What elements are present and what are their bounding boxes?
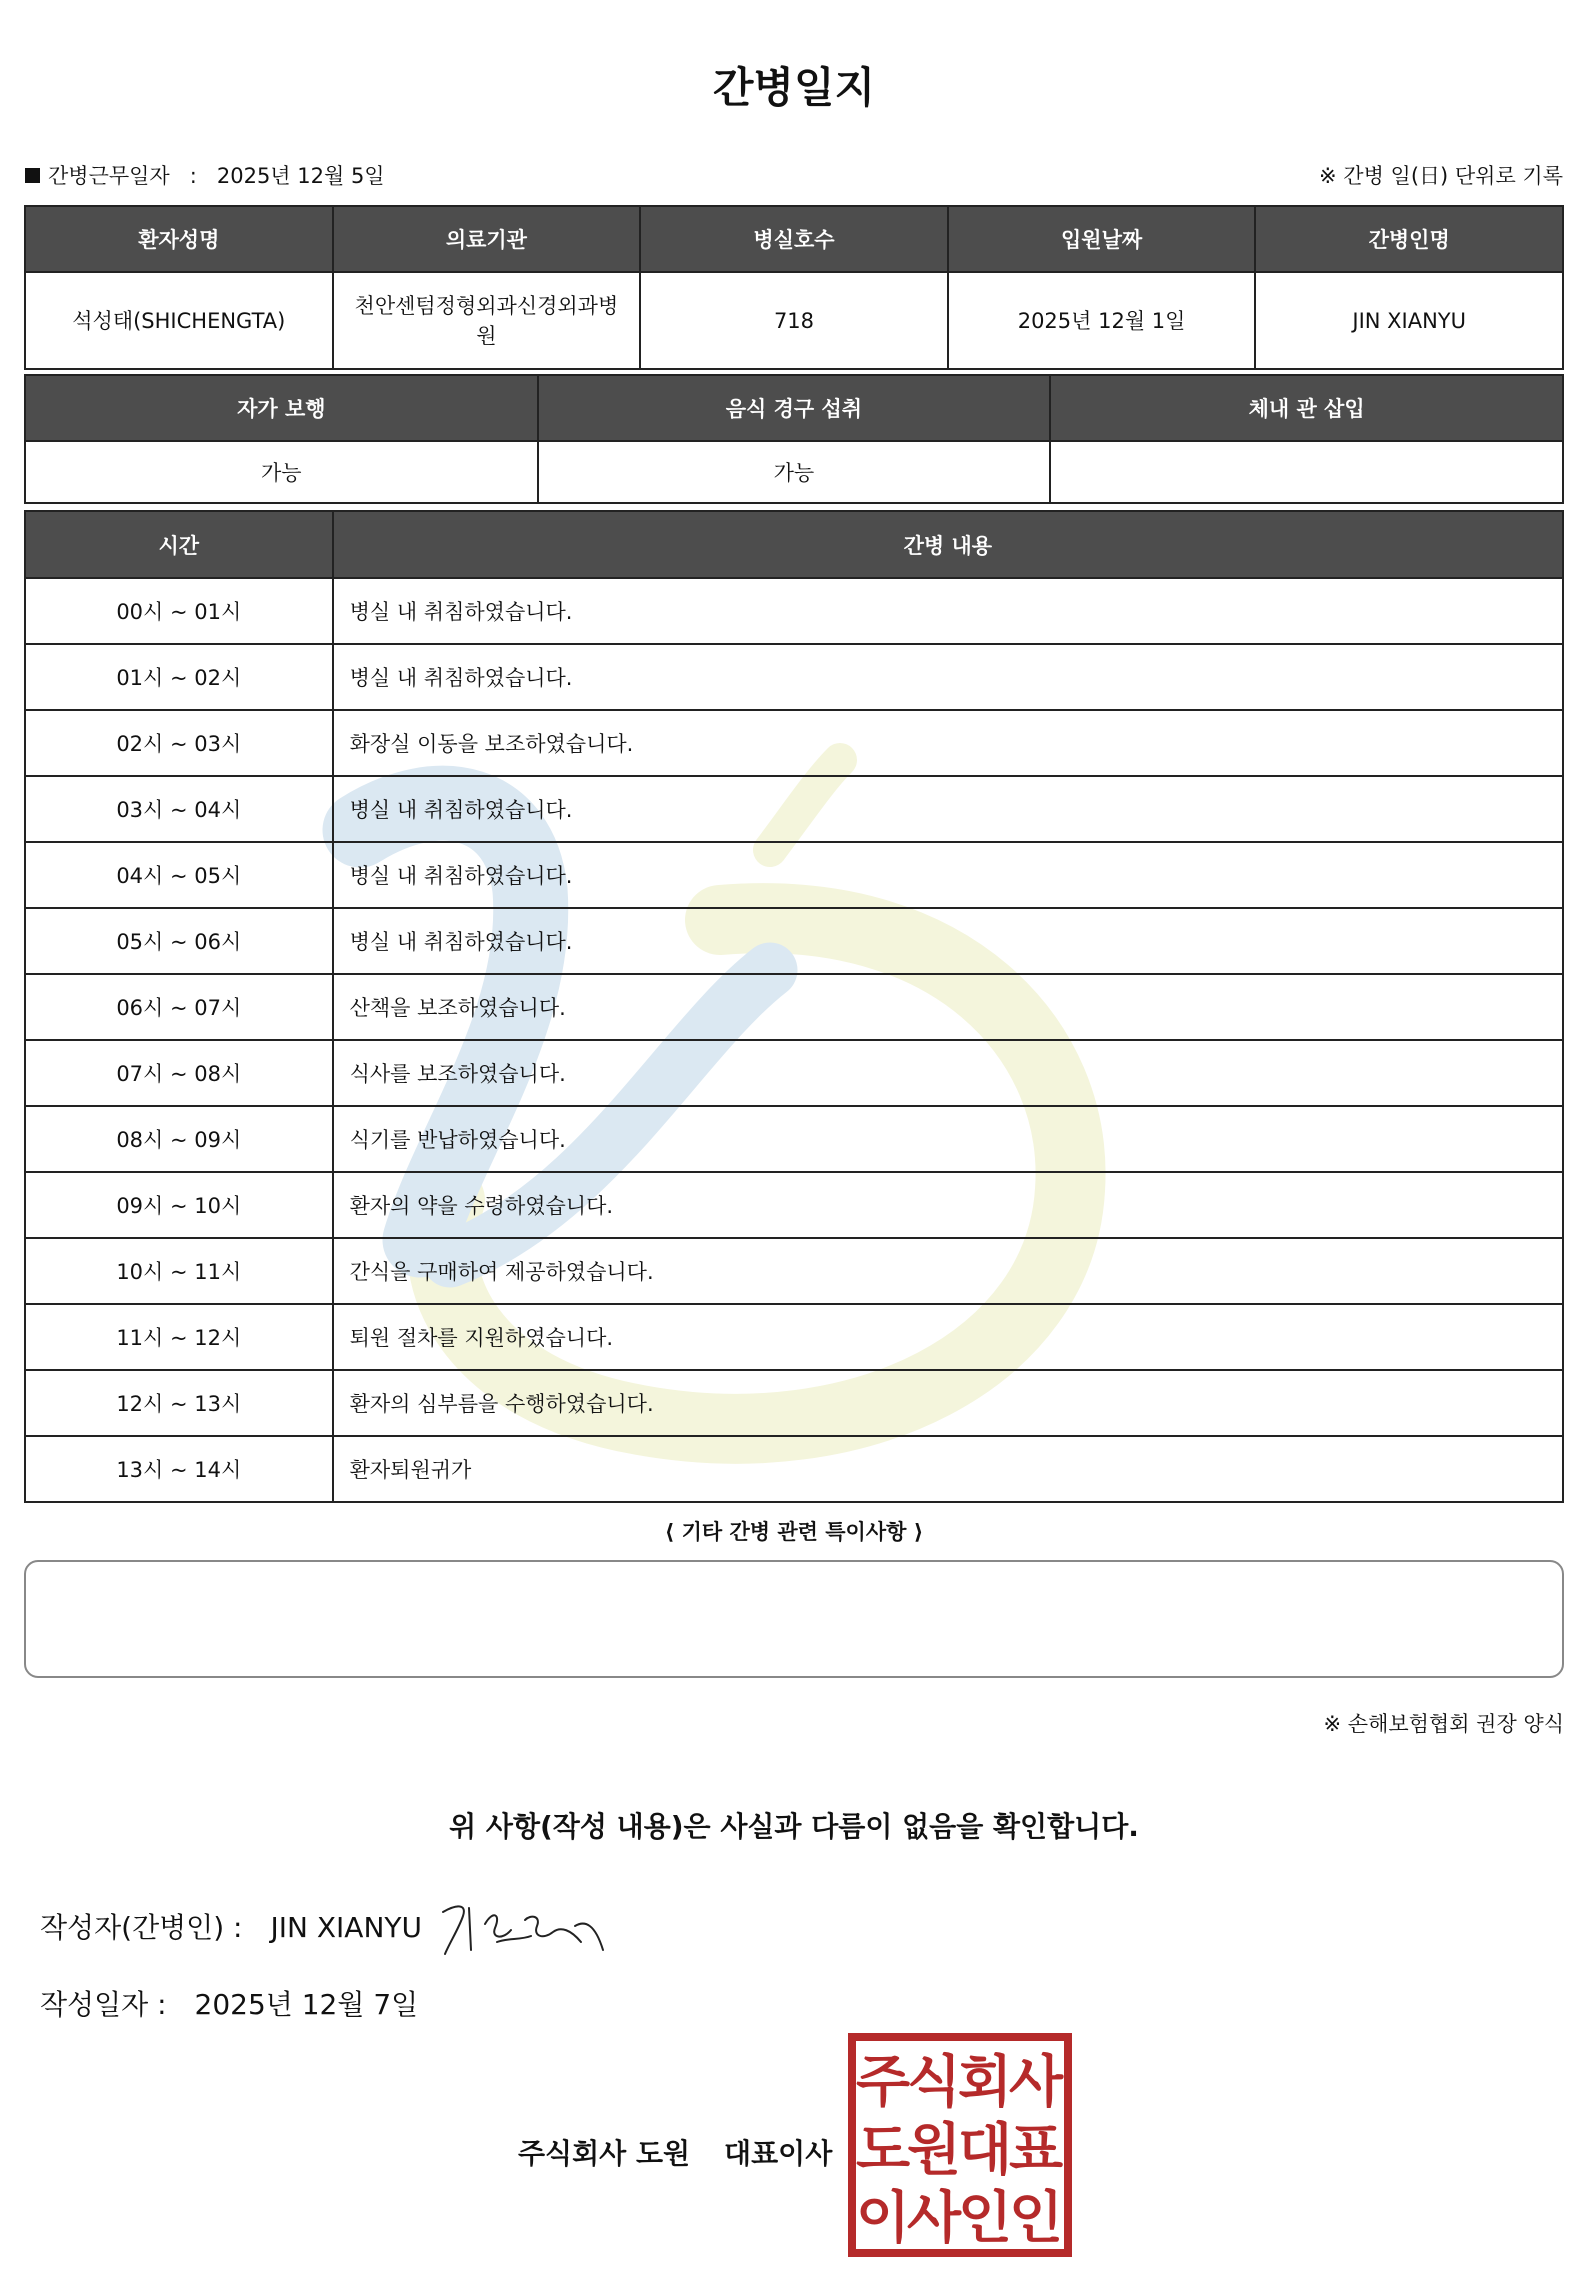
table-row <box>25 1370 1563 1436</box>
log-content: 식사를 보조하였습니다. <box>333 1040 1563 1106</box>
log-time: 05시 ~ 06시 <box>25 908 333 974</box>
header-time: 시간 <box>25 511 333 578</box>
handwritten-signature <box>435 1890 615 1970</box>
log-content: 식기를 반납하였습니다. <box>333 1106 1563 1172</box>
table-row <box>25 1238 1563 1304</box>
log-time: 04시 ~ 05시 <box>25 842 333 908</box>
log-time: 09시 ~ 10시 <box>25 1172 333 1238</box>
table-row <box>25 842 1563 908</box>
log-content: 병실 내 취침하였습니다. <box>333 842 1563 908</box>
stamp-glyph: 주 <box>855 2050 911 2115</box>
header-oral-intake: 음식 경구 섭취 <box>538 375 1051 441</box>
author-line <box>40 1906 422 1946</box>
square-bullet-icon <box>25 168 40 183</box>
tube-insertion-value <box>1050 441 1563 503</box>
log-time: 02시 ~ 03시 <box>25 710 333 776</box>
table-row <box>25 578 1563 644</box>
table-row <box>25 974 1563 1040</box>
room-number: 718 <box>640 272 948 369</box>
log-content: 병실 내 취침하였습니다. <box>333 578 1563 644</box>
log-time: 07시 ~ 08시 <box>25 1040 333 1106</box>
log-content: 화장실 이동을 보조하였습니다. <box>333 710 1563 776</box>
log-content: 병실 내 취침하였습니다. <box>333 776 1563 842</box>
stamp-glyph: 회 <box>957 2050 1013 2115</box>
stamp-glyph: 사 <box>906 2186 962 2251</box>
log-content: 간식을 구매하여 제공하였습니다. <box>333 1238 1563 1304</box>
log-content: 환자퇴원귀가 <box>333 1436 1563 1502</box>
table-row <box>25 1436 1563 1502</box>
log-time: 01시 ~ 02시 <box>25 644 333 710</box>
admission-date: 2025년 12월 1일 <box>948 272 1256 369</box>
log-content: 병실 내 취침하였습니다. <box>333 908 1563 974</box>
table-row <box>25 1172 1563 1238</box>
log-content: 환자의 약을 수령하였습니다. <box>333 1172 1563 1238</box>
log-content: 퇴원 절차를 지원하였습니다. <box>333 1304 1563 1370</box>
work-date-label: 간병근무일자 <box>48 164 170 188</box>
log-time: 12시 ~ 13시 <box>25 1370 333 1436</box>
oral-intake-value: 가능 <box>538 441 1051 503</box>
stamp-glyph: 원 <box>906 2118 962 2183</box>
log-content: 산책을 보조하였습니다. <box>333 974 1563 1040</box>
patient-info-table <box>24 205 1564 370</box>
table-row <box>25 776 1563 842</box>
table-row <box>25 1040 1563 1106</box>
log-time: 06시 ~ 07시 <box>25 974 333 1040</box>
table-row <box>25 644 1563 710</box>
recommended-form-note: ※ 손해보험협회 권장 양식 <box>1323 1712 1564 1736</box>
log-time: 03시 ~ 04시 <box>25 776 333 842</box>
header-caregiver-name: 간병인명 <box>1255 206 1563 272</box>
stamp-glyph: 인 <box>957 2186 1013 2251</box>
company-name: 주식회사 도원 <box>518 2137 691 2170</box>
patient-status-table <box>24 374 1564 504</box>
header-self-walking: 자가 보행 <box>25 375 538 441</box>
log-content: 병실 내 취침하였습니다. <box>333 644 1563 710</box>
work-date-separator: : <box>189 164 197 188</box>
written-date-label: 작성일자 : <box>40 1988 167 2021</box>
work-date-line <box>25 160 385 190</box>
log-time: 13시 ~ 14시 <box>25 1436 333 1502</box>
log-content: 환자의 심부름을 수행하였습니다. <box>333 1370 1563 1436</box>
table-row <box>25 1106 1563 1172</box>
table-row <box>25 710 1563 776</box>
stamp-glyph: 인 <box>1008 2186 1064 2251</box>
stamp-glyph: 표 <box>1008 2118 1064 2183</box>
header-patient-name: 환자성명 <box>25 206 333 272</box>
remarks-title: ⟨ 기타 간병 관련 특이사항 ⟩ <box>664 1520 924 1544</box>
stamp-glyph: 이 <box>855 2186 911 2251</box>
log-time: 10시 ~ 11시 <box>25 1238 333 1304</box>
author-label: 작성자(간병인) : <box>40 1911 243 1944</box>
header-tube-insertion: 체내 관 삽입 <box>1050 375 1563 441</box>
header-care-content: 간병 내용 <box>333 511 1563 578</box>
stamp-glyph: 식 <box>906 2050 962 2115</box>
daily-record-note: ※ 간병 일(日) 단위로 기록 <box>1319 164 1563 188</box>
document-title: 간병일지 <box>712 63 876 112</box>
table-row <box>25 908 1563 974</box>
remarks-box[interactable] <box>24 1560 1564 1678</box>
care-log-rows <box>25 578 1563 1502</box>
hospital-name: 천안센텀정형외과신경외과병원 <box>333 272 641 369</box>
log-time: 08시 ~ 09시 <box>25 1106 333 1172</box>
stamp-glyph: 도 <box>855 2118 911 2183</box>
company-seal-stamp <box>848 2033 1072 2257</box>
log-time: 11시 ~ 12시 <box>25 1304 333 1370</box>
company-signature-line <box>518 2132 832 2172</box>
patient-name: 석성태(SHICHENGTA) <box>25 272 333 369</box>
written-date-line <box>40 1983 418 2023</box>
stamp-glyph: 사 <box>1008 2050 1064 2115</box>
table-row <box>25 1304 1563 1370</box>
work-date-value: 2025년 12월 5일 <box>216 164 385 188</box>
self-walking-value: 가능 <box>25 441 538 503</box>
stamp-glyph: 대 <box>957 2118 1013 2183</box>
written-date-value: 2025년 12월 7일 <box>194 1988 419 2021</box>
confirmation-statement: 위 사항(작성 내용)은 사실과 다름이 없음을 확인합니다. <box>449 1810 1139 1843</box>
header-room-number: 병실호수 <box>640 206 948 272</box>
author-name: JIN XIANYU <box>270 1911 422 1944</box>
caregiver-name: JIN XIANYU <box>1255 272 1563 369</box>
log-time: 00시 ~ 01시 <box>25 578 333 644</box>
hourly-care-log-table <box>24 510 1564 1503</box>
representative-title: 대표이사 <box>724 2137 833 2170</box>
header-hospital: 의료기관 <box>333 206 641 272</box>
header-admission-date: 입원날짜 <box>948 206 1256 272</box>
